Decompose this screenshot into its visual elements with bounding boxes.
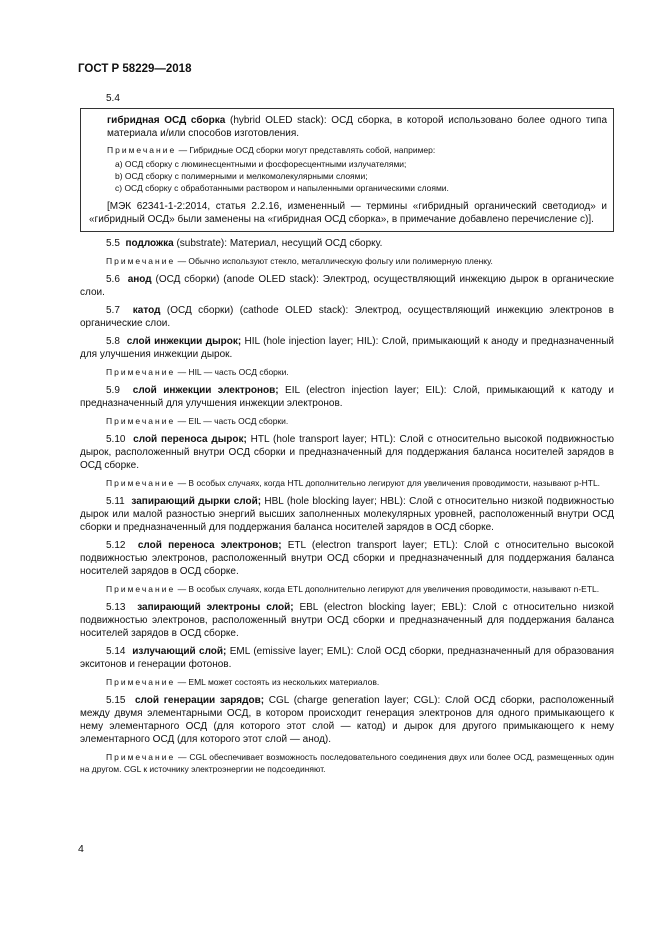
entry-note-text: — Обычно используют стекло, металлическую фольгу или полимерную пленку. (175, 256, 493, 266)
entry-term: анод (127, 274, 152, 285)
entry-number: 5.6 (106, 274, 120, 285)
entry-term: излучающий слой; (132, 646, 227, 657)
box-note-text: — Гибридные ОСД сборки могут представлять собой, например: (176, 145, 436, 155)
entry-number: 5.13 (106, 602, 126, 613)
entry-definition: EBL (electron blocking layer; EBL): Слой с относительно низкой подвижностью электронов, расположенный внутри ОСД сборки и предназначенный для поддержания баланса носителей зарядов в ОСД сборке. (80, 602, 615, 639)
entry-term: слой генерации зарядов; (134, 695, 265, 706)
box-list-item: а) ОСД сборку с люминесцентными и фосфоресцентными излучателями; (115, 159, 407, 169)
entry-paragraph (80, 539, 614, 578)
entry-definition: (ОСД сборки) (cathode OLED stack): Электрод, осуществляющий инжекцию электронов в органические слои. (80, 305, 614, 329)
entry-term: слой инжекции электронов; (132, 385, 279, 396)
entry-definition: CGL (charge generation layer; CGL): Слой ОСД сборки, расположенный между двумя элементарными ОСД, в котором происходит генерация электронов для одного примыкающего к нему элементарного ОСД (для которого этот слой — катод) и дырок для другого примыкающего к нему элементарного ОСД (для которого этот слой — анод). (80, 695, 614, 745)
entry-note (80, 255, 614, 267)
entry-note-text: — EML может состоять из нескольких материалов. (175, 677, 380, 687)
box-note (89, 144, 607, 156)
box-definition-text: (hybrid OLED stack): ОСД сборка, в которой использовано более одного типа материала и/или способов изготовления. (107, 115, 608, 139)
entry-note-label: Примечание (106, 478, 176, 488)
entry-term: слой переноса дырок; (133, 434, 247, 445)
entry-number: 5.5 (106, 238, 120, 249)
entry-note-text: — В особых случаях, когда ETL дополнительно легируют для увеличения проводимости, называют n-ETL. (175, 584, 600, 594)
entry-term: запирающий дырки слой; (131, 496, 262, 507)
entry-definition: (substrate): Материал, несущий ОСД сборку. (173, 238, 383, 249)
box-note-label: Примечание (107, 145, 177, 155)
entry-term: слой инжекции дырок; (126, 336, 242, 347)
entry-number: 5.10 (106, 434, 126, 445)
entry-term: запирающий электроны слой; (137, 602, 294, 613)
entry-definition: HIL (hole injection layer; HIL): Слой, примыкающий к аноду и предназначенный для улучшения инжекции дырок. (80, 336, 614, 360)
entry-number: 5.11 (106, 496, 125, 507)
entry-note-label: Примечание (106, 367, 176, 377)
entry-definition: EML (emissive layer; EML): Слой ОСД сборки, предназначенный для образования экситонов и генерации фотонов. (80, 646, 614, 670)
entry-number: 5.15 (106, 695, 126, 706)
entry-term: подложка (125, 238, 174, 249)
entry-number: 5.9 (106, 385, 120, 396)
document-header: ГОСТ Р 58229—2018 (78, 63, 192, 75)
entry-note-label: Примечание (106, 677, 176, 687)
hybrid-stack-box (80, 108, 614, 232)
entry-note (80, 676, 614, 688)
entry-definition: (ОСД сборки) (anode OLED stack): Электрод, осуществляющий инжекцию дырок в органические слои. (80, 274, 615, 298)
entry-paragraph (80, 237, 614, 250)
entry-paragraph (80, 694, 614, 746)
entry-paragraph (80, 495, 614, 534)
entry-definition: EIL (electron injection layer; EIL): Слой, примыкающий к катоду и предназначенный для улучшения инжекции электронов. (80, 385, 615, 409)
entry-note-label: Примечание (106, 256, 176, 266)
entry-number: 5.14 (106, 646, 126, 657)
box-list-item: b) ОСД сборку с полимерными и мелкомолекулярными слоями; (115, 171, 368, 181)
page-number: 4 (78, 843, 84, 855)
box-definition (89, 114, 607, 140)
entry-note-label: Примечание (106, 416, 176, 426)
entry-paragraph (80, 335, 614, 361)
entry-note (80, 751, 614, 775)
box-entry-number: 5.4 (106, 93, 120, 104)
document-body (80, 92, 614, 781)
entry-note-label: Примечание (106, 584, 176, 594)
box-term: гибридная ОСД сборка (107, 115, 226, 126)
entry-note-label: Примечание (106, 752, 176, 762)
entry-number: 5.12 (106, 540, 126, 551)
box-reference: [МЭК 62341-1-2:2014, статья 2.2.16, измененный — термины «гибридный органический светодиод» и «гибридный ОСД» были заменены на «гибридная ОСД сборка», в примечание добавлено перечисление с)]. (89, 201, 607, 225)
entry-paragraph (80, 433, 614, 472)
entry-term: слой переноса электронов; (137, 540, 282, 551)
entry-definition: HBL (hole blocking layer; HBL): Слой с относительно низкой подвижностью дырок или малой разностью энергий высших заполненных молекулярных уровней, расположенный внутри ОСД сборки и предназначенный для поддержания баланса носителей зарядов в ОСД сборке. (80, 496, 614, 533)
entry-definition: HTL (hole transport layer; HTL): Слой с относительно высокой подвижностью дырок, расположенный внутри ОСД сборки и предназначенный для поддержания баланса носителей зарядов в ОСД сборке. (80, 434, 614, 471)
box-list-item: с) ОСД сборку с обработанными раствором и напыленными органическими слоями. (115, 183, 449, 193)
entry-paragraph (80, 645, 614, 671)
entry-note-text: — CGL обеспечивает возможность последовательного соединения двух или более ОСД, размещенных один на другом. CGL к источнику электроэнергии не подсоединяют. (80, 752, 614, 774)
entry-term: катод (132, 305, 161, 316)
entry-note (80, 415, 614, 427)
entry-note-text: — В особых случаях, когда HTL дополнительно легируют для увеличения проводимости, называют p-HTL. (175, 478, 601, 488)
entry-note-text: — EIL — часть ОСД сборки. (175, 416, 289, 426)
entry-number: 5.7 (106, 305, 120, 316)
entry-note-text: — HIL — часть ОСД сборки. (175, 367, 289, 377)
entries-list (80, 237, 614, 775)
entry-number: 5.8 (106, 336, 120, 347)
entry-paragraph (80, 273, 614, 299)
entry-paragraph (80, 384, 614, 410)
entry-note (80, 583, 614, 595)
entry-note (80, 366, 614, 378)
entry-paragraph (80, 601, 614, 640)
entry-definition: ETL (electron transport layer; ETL): Слой с относительно высокой подвижностью электронов, расположенный внутри ОСД сборки и предназначенный для поддержания баланса носителей зарядов в ОСД сборке. (80, 540, 614, 577)
entry-paragraph (80, 304, 614, 330)
entry-note (80, 477, 614, 489)
